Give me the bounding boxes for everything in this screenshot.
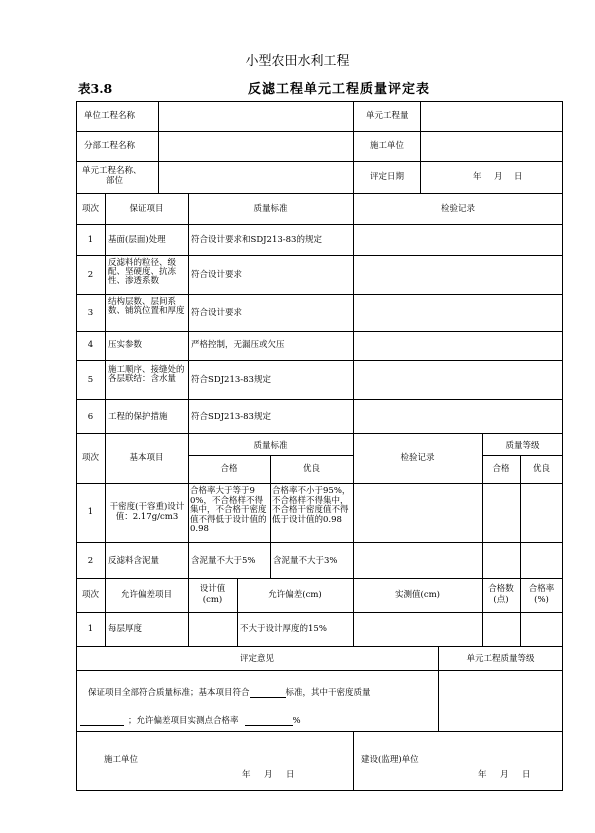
unit-work-part-label: 部位 xyxy=(106,176,124,186)
rule xyxy=(353,731,354,791)
tolerance-col-rate: 合格率 xyxy=(528,584,555,594)
rule xyxy=(76,612,563,613)
rule xyxy=(188,455,353,456)
blank-line xyxy=(250,688,286,698)
rule xyxy=(76,161,563,162)
tolerance-col-count: 合格数 xyxy=(488,584,514,594)
tolerance-row-item: 每层厚度 xyxy=(108,624,143,634)
guarantee-col-item: 保证项目 xyxy=(129,204,164,214)
rule xyxy=(76,578,563,579)
tolerance-col-count-unit: (点) xyxy=(493,595,509,605)
footer-year: 年 xyxy=(478,770,487,780)
rule xyxy=(76,193,563,194)
opinion-text: 标准，其中干密度质量 xyxy=(285,688,371,698)
basic-row-pass-standard: 含泥量不大于5% xyxy=(191,556,256,566)
rule xyxy=(76,399,563,400)
guarantee-col-no: 项次 xyxy=(81,204,99,214)
guarantee-row-no: 6 xyxy=(87,412,94,422)
footer-construction-unit: 施工单位 xyxy=(104,755,139,765)
rule xyxy=(76,731,563,732)
basic-row-good-standard: 含泥量不大于3% xyxy=(273,556,338,566)
basic-row-no: 1 xyxy=(87,507,94,517)
tolerance-col-design-unit: (cm) xyxy=(202,595,223,605)
basic-col-pass: 合格 xyxy=(220,464,238,474)
footer-day: 日 xyxy=(522,770,531,780)
rule xyxy=(76,646,563,647)
opinion-text: % xyxy=(292,716,301,726)
date-month: 月 xyxy=(494,172,503,182)
rule xyxy=(105,193,106,433)
rule xyxy=(76,331,563,332)
basic-col-standard: 质量标准 xyxy=(253,441,288,451)
basic-col-grade: 质量等级 xyxy=(505,441,540,451)
tolerance-row-allow: 不大于设计厚度的15% xyxy=(240,624,327,634)
basic-row-item: 干密度(干容重)设计值：2.17g/cm3 xyxy=(109,502,185,522)
tolerance-col-allow: 允许偏差(cm) xyxy=(268,590,322,600)
opinion-text: ；允许偏差项目实测点合格率 xyxy=(128,716,239,726)
rule xyxy=(76,255,563,256)
guarantee-row-standard: 符合设计要求 xyxy=(191,308,243,318)
basic-col-item: 基本项目 xyxy=(129,453,164,463)
rule xyxy=(76,433,563,434)
guarantee-row-standard: 严格控制，无漏压或欠压 xyxy=(191,340,285,350)
rule xyxy=(188,193,189,433)
date-year: 年 xyxy=(473,172,482,182)
rule xyxy=(353,101,354,193)
table-number: 表3.8 xyxy=(78,81,113,96)
rule xyxy=(482,455,563,456)
basic-row-item: 反滤料含泥量 xyxy=(108,556,160,566)
rule xyxy=(76,224,563,225)
guarantee-row-standard: 符合SDJ213-83规定 xyxy=(191,412,271,422)
basic-row-pass-standard: 合格率大于等于90%，不合格样不得集中，不合格干密度值不得低于设计值的0.98 xyxy=(190,486,267,534)
unit-project-qty-label: 单元工程量 xyxy=(366,111,409,121)
footer-day: 日 xyxy=(286,770,295,780)
basic-col-record: 检验记录 xyxy=(400,453,435,463)
guarantee-row-item: 工程的保护措施 xyxy=(108,412,168,422)
basic-col-grade-pass: 合格 xyxy=(492,464,510,474)
guarantee-row-standard: 符合SDJ213-83规定 xyxy=(191,375,271,385)
date-day: 日 xyxy=(514,172,523,182)
basic-col-grade-good: 优良 xyxy=(532,464,550,474)
tolerance-col-design: 设计值 xyxy=(199,584,226,594)
unit-project-name-label: 单位工程名称 xyxy=(84,111,136,121)
opinion-text: 保证项目全部符合质量标准；基本项目符合 xyxy=(88,688,250,698)
opinion-title: 评定意见 xyxy=(239,654,274,664)
rule xyxy=(76,483,563,484)
rule xyxy=(76,294,563,295)
footer-month: 月 xyxy=(500,770,509,780)
guarantee-row-item: 结构层数、层间系数、铺筑位置和厚度 xyxy=(108,297,185,316)
unit-work-name-label: 单元工程名称、 xyxy=(82,166,142,176)
guarantee-col-record: 检验记录 xyxy=(440,204,475,214)
rule xyxy=(76,131,563,132)
blank-line xyxy=(245,716,293,726)
page-top-title: 小型农田水利工程 xyxy=(245,54,350,69)
guarantee-row-standard: 符合设计要求和SDJ213-83的规定 xyxy=(191,235,322,245)
basic-row-no: 2 xyxy=(87,556,94,566)
footer-supervision-unit: 建设(监理)单位 xyxy=(361,755,419,765)
sub-project-name-label: 分部工程名称 xyxy=(84,141,136,151)
opinion-line-1 xyxy=(88,688,371,698)
document-title: 反滤工程单元工程质量评定表 xyxy=(248,82,431,97)
construction-unit-label: 施工单位 xyxy=(370,141,405,151)
guarantee-row-item: 施工顺序、接缝处的各层联结：含水量 xyxy=(108,365,185,384)
guarantee-row-item: 基面(层面)处理 xyxy=(108,235,166,245)
grade-title: 单元工程质量等级 xyxy=(466,654,535,664)
tolerance-col-rate-unit: (%) xyxy=(534,595,549,605)
rule xyxy=(76,542,563,543)
basic-row-good-standard: 合格率不小于95%，不合格样不得集中，不合格干密度值不得低于设计值的0.98 xyxy=(272,486,351,525)
tolerance-col-measured: 实测值(cm) xyxy=(395,590,440,600)
eval-date-label: 评定日期 xyxy=(370,172,405,182)
rule xyxy=(76,670,563,671)
rule xyxy=(353,193,354,433)
guarantee-row-no: 5 xyxy=(87,375,94,385)
tolerance-col-item: 允许偏差项目 xyxy=(120,590,172,600)
footer-year: 年 xyxy=(242,770,251,780)
guarantee-row-no: 4 xyxy=(87,340,94,350)
guarantee-row-no: 3 xyxy=(87,308,94,318)
basic-col-no: 项次 xyxy=(81,453,99,463)
basic-col-good: 优良 xyxy=(302,464,320,474)
tolerance-row-no: 1 xyxy=(87,624,94,634)
guarantee-row-standard: 符合设计要求 xyxy=(191,270,243,280)
guarantee-row-item: 反滤料的粒径、级配、坚硬度、抗冻性、渗透系数 xyxy=(108,258,177,286)
footer-month: 月 xyxy=(264,770,273,780)
guarantee-row-item: 压实参数 xyxy=(108,340,143,350)
guarantee-row-no: 2 xyxy=(87,270,94,280)
blank-line xyxy=(80,716,124,726)
guarantee-row-no: 1 xyxy=(87,235,94,245)
opinion-line-2 xyxy=(80,716,301,726)
rule xyxy=(158,101,159,193)
guarantee-col-standard: 质量标准 xyxy=(253,204,288,214)
tolerance-col-no: 项次 xyxy=(81,590,99,600)
rule xyxy=(76,360,563,361)
rule xyxy=(420,101,421,193)
